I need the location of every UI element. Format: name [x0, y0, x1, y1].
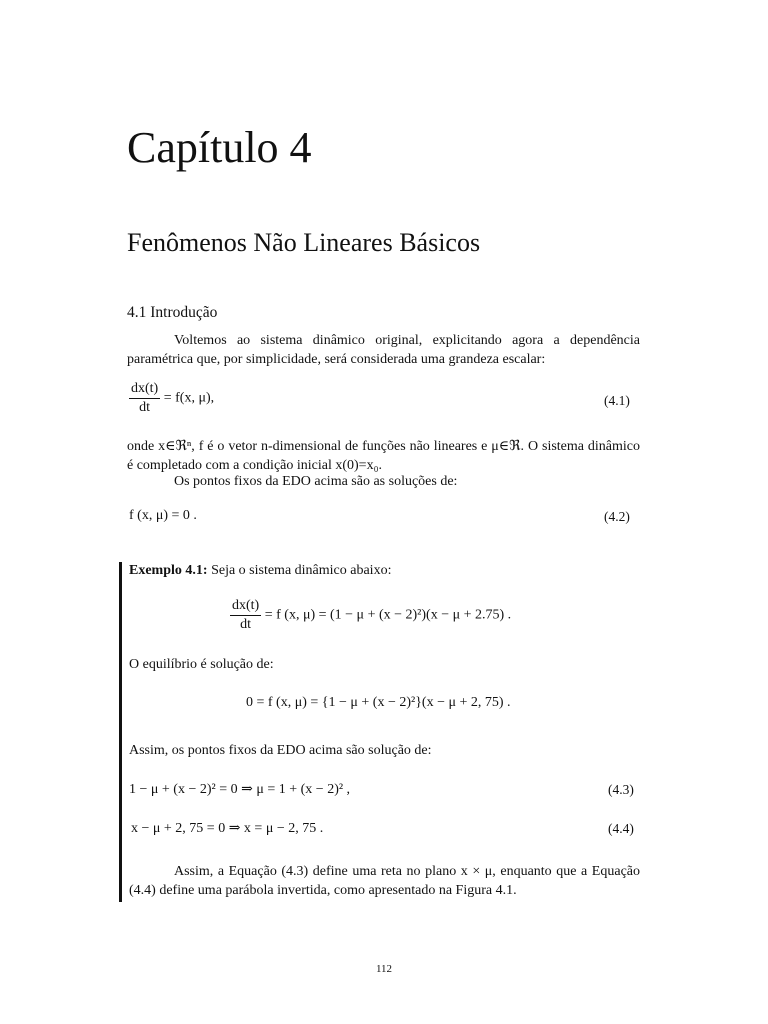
example-ode-rhs: = f (x, μ) = (1 − μ + (x − 2)²)(x − μ + 2.75) . — [264, 607, 512, 623]
eq4-number: (4.4) — [608, 821, 634, 836]
page-number: 112 — [375, 963, 393, 975]
fixed-points-sentence: Os pontos fixos da EDO acima são as soluções de: — [174, 474, 458, 489]
eq1-denominator: dt — [139, 400, 151, 415]
example-intro: Seja o sistema dinâmico abaixo: — [207, 563, 392, 578]
example-closing-paragraph: Assim, a Equação (4.3) define uma reta no plano x × μ, enquanto que a Equação (4.4) define uma parábola invertida, como apresentado na Figura 4.1. — [129, 864, 640, 898]
equilibrium-equation: 0 = f (x, μ) = {1 − μ + (x − 2)²}(x − μ + 2, 75) . — [246, 695, 511, 710]
eq3-number: (4.3) — [608, 782, 634, 797]
example-ode — [230, 597, 511, 634]
equation-4-4: x − μ + 2, 75 = 0 ⇒ x = μ − 2, 75 . — [131, 821, 324, 836]
equation-4-1 — [129, 380, 214, 417]
example-ode-numerator: dx(t) — [230, 597, 261, 616]
fixed-points-text: Assim, os pontos fixos da EDO acima são solução de: — [129, 743, 432, 758]
example-ode-fraction — [230, 597, 261, 634]
section-title: 4.1 Introdução — [127, 304, 218, 321]
eq1-number: (4.1) — [604, 393, 630, 408]
chapter-title: Capítulo 4 — [127, 123, 312, 172]
intro-paragraph: Voltemos ao sistema dinâmico original, explicitando agora a dependência paramétrica que, por simplicidade, será considerada uma grandeza escalar: — [127, 333, 640, 367]
definitions-paragraph: onde x∈ℜⁿ, f é o vetor n-dimensional de funções não lineares e μ∈ℜ. O sistema dinâmico é completado com a condição inicial x(0)=x₀. — [127, 439, 640, 473]
eq2-number: (4.2) — [604, 509, 630, 524]
example-label: Exemplo 4.1: — [129, 563, 208, 578]
equation-4-3: 1 − μ + (x − 2)² = 0 ⇒ μ = 1 + (x − 2)² , — [129, 782, 351, 797]
eq1-rhs: = f(x, μ), — [163, 390, 215, 406]
chapter-subtitle: Fenômenos Não Lineares Básicos — [127, 228, 481, 257]
example-ode-denominator: dt — [240, 617, 252, 632]
example-heading — [129, 563, 391, 579]
equation-4-2: f (x, μ) = 0 . — [129, 508, 197, 523]
eq1-fraction — [129, 380, 160, 417]
equilibrium-text: O equilíbrio é solução de: — [129, 657, 274, 672]
eq1-numerator: dx(t) — [129, 380, 160, 399]
example-sidebar-rule — [119, 562, 122, 902]
